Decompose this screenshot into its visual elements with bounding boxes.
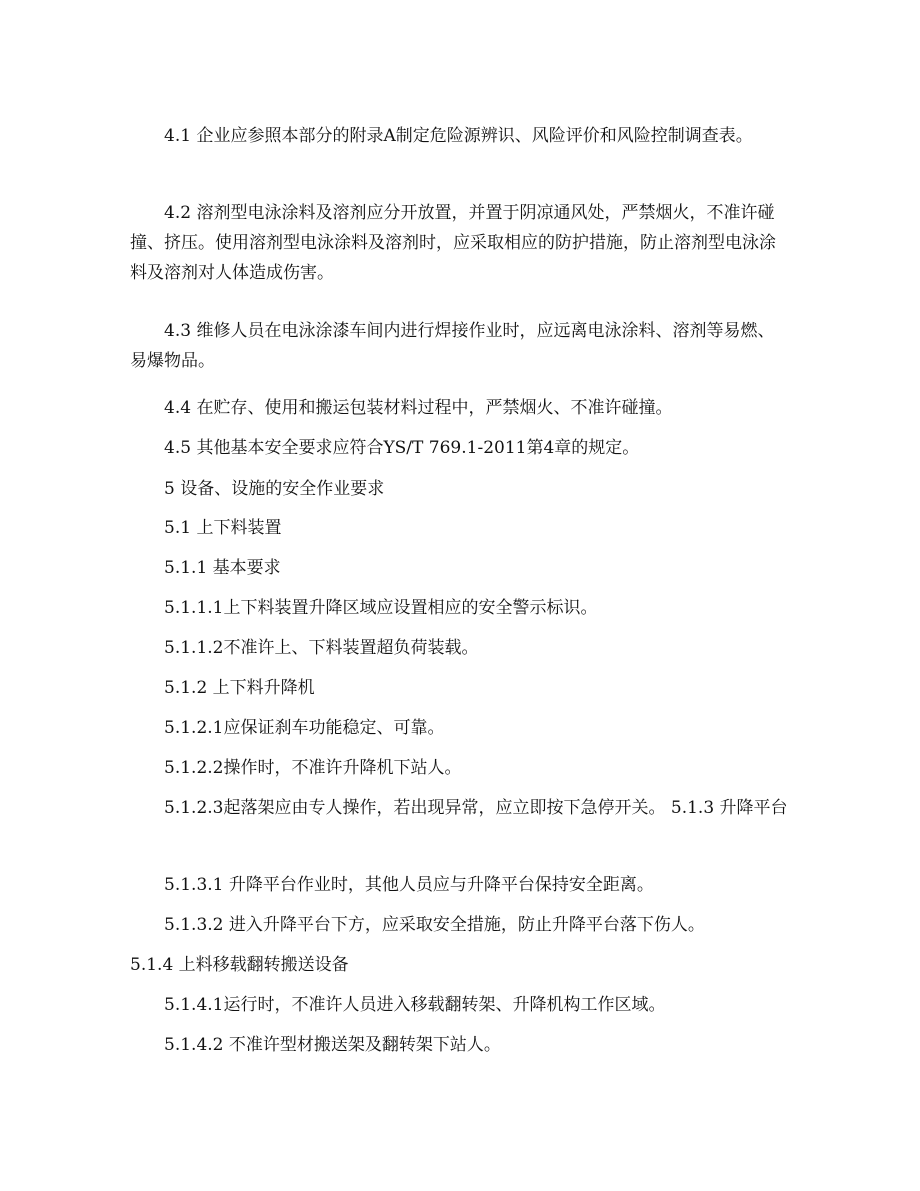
heading-5-1-2 — [130, 673, 790, 703]
heading-text: 5.1.2 上下料升降机 — [164, 678, 315, 698]
paragraph-text: 4.4 在贮存、使用和搬运包装材料过程中，严禁烟火、不准许碰撞。 — [164, 398, 673, 418]
paragraph-4-4 — [130, 393, 790, 423]
heading-5 — [130, 474, 790, 504]
paragraph-5-1-3-1 — [130, 870, 790, 900]
paragraph-text: 5.1.1.2不准许上、下料装置超负荷装载。 — [164, 638, 479, 658]
paragraph-5-1-3-2 — [130, 910, 790, 940]
heading-text: 5 设备、设施的安全作业要求 — [164, 479, 385, 499]
paragraph-text: 5.1.2.3起落架应由专人操作，若出现异常，应立即按下急停开关。 5.1.3 升降平台 — [164, 798, 788, 818]
paragraph-4-5 — [130, 433, 790, 463]
paragraph-5-1-2-2 — [130, 753, 790, 783]
paragraph-text: 5.1.4.2 不准许型材搬送架及翻转架下站人。 — [164, 1035, 501, 1055]
paragraph-5-1-1-1 — [130, 593, 790, 623]
paragraph-5-1-2-1 — [130, 713, 790, 743]
paragraph-5-1-4-2 — [130, 1030, 790, 1060]
paragraph-4-1 — [130, 121, 790, 151]
heading-text: 5.1 上下料装置 — [164, 518, 282, 538]
paragraph-text: 5.1.3.2 进入升降平台下方，应采取安全措施，防止升降平台落下伤人。 — [164, 915, 705, 935]
heading-5-1-1 — [130, 553, 790, 583]
paragraph-text: 5.1.4.1运行时，不准许人员进入移载翻转架、升降机构工作区域。 — [164, 995, 666, 1015]
paragraph-text: 5.1.2.2操作时，不准许升降机下站人。 — [164, 758, 462, 778]
paragraph-text: 5.1.3.1 升降平台作业时，其他人员应与升降平台保持安全距离。 — [164, 875, 654, 895]
heading-text: 5.1.1 基本要求 — [164, 558, 281, 578]
paragraph-text: 4.3 维修人员在电泳涂漆车间内进行焊接作业时，应远离电泳涂料、溶剂等易燃、易爆物品。 — [130, 321, 775, 371]
heading-5-1-4 — [130, 950, 790, 980]
paragraph-5-1-1-2 — [130, 633, 790, 663]
paragraph-text: 5.1.1.1上下料装置升降区域应设置相应的安全警示标识。 — [164, 598, 598, 618]
paragraph-5-1-4-1 — [130, 990, 790, 1020]
paragraph-text: 4.1 企业应参照本部分的附录A制定危险源辨识、风险评价和风险控制调查表。 — [164, 126, 753, 146]
heading-5-1 — [130, 513, 790, 543]
paragraph-text: 5.1.2.1应保证刹车功能稳定、可靠。 — [164, 718, 445, 738]
paragraph-text: 4.2 溶剂型电泳涂料及溶剂应分开放置，并置于阴凉通风处，严禁烟火，不准许碰撞、挤压。使用溶剂型电泳涂料及溶剂时，应采取相应的防护措施，防止溶剂型电泳涂料及溶剂对人体造成伤害。 — [130, 203, 776, 283]
paragraph-4-3 — [130, 316, 790, 376]
paragraph-5-1-2-3 — [130, 793, 790, 823]
paragraph-text: 4.5 其他基本安全要求应符合YS/T 769.1-2011第4章的规定。 — [164, 438, 640, 458]
heading-text: 5.1.4 上料移载翻转搬送设备 — [130, 955, 349, 975]
paragraph-4-2 — [130, 198, 790, 288]
